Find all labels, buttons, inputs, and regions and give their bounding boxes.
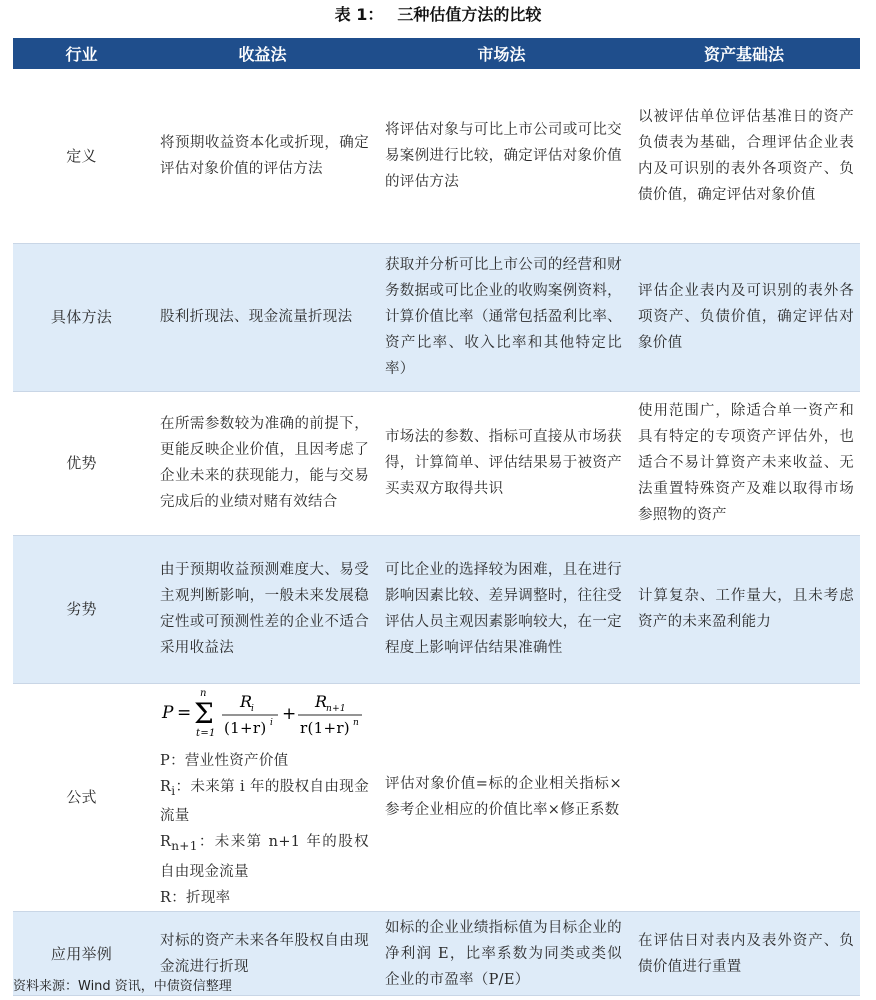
formula-variable-rn1 [160,829,369,885]
variable-symbol: R [160,778,172,795]
formula-equals: = [177,702,192,723]
column-header-market-method: 市场法 [375,38,628,69]
cell-market: 获取并分析可比上市公司的经营和财务数据或可比企业的收购案例资料，计算价值比率（通常包括盈利比率、资产比率、收入比率和其他特定比率） [375,243,628,391]
cell-market: 可比企业的选择较为困难，且在进行影响因素比较、差异调整时，往往受评估人员主观因素影响较大，在一定程度上影响评估结果准确性 [375,535,628,683]
cell-market: 如标的企业业绩指标值为目标企业的净利润 E，比率系数为同类或类似企业的市盈率（P/E） [375,912,628,996]
cell-income: 将预期收益资本化或折现，确定评估对象价值的评估方法 [150,69,375,243]
fraction2-denominator: r(1+r) [300,718,350,737]
sum-upper-limit: n [200,687,207,699]
formula-graphic [160,686,370,742]
cell-asset [628,683,860,912]
variable-description: ：未来第 i 年的股权自由现金流量 [160,778,369,825]
variable-subscript: i [171,783,176,798]
comparison-table [13,38,860,996]
row-label: 公式 [13,683,150,912]
variable-description: ：折现率 [171,890,231,907]
table-row-specific-methods [13,243,860,391]
cell-asset: 在评估日对表内及表外资产、负债价值进行重置 [628,912,860,996]
cell-income: 对标的资产未来各年股权自由现金流进行折现 [150,912,375,996]
variable-symbol: R [160,890,172,907]
table-row-formula [13,683,860,912]
variable-description: ：未来第 n+1 年的股权自由现金流量 [160,834,369,881]
cell-income: 在所需参数较为准确的前提下，更能反映企业价值，且因考虑了企业未来的获现能力，能与交易完成后的业绩对赌有效结合 [150,391,375,535]
sigma-symbol: Σ [194,696,215,730]
fraction2-numerator-subscript: n+1 [326,703,346,714]
table-row-advantages [13,391,860,535]
cell-asset: 计算复杂、工作量大，且未考虑资产的未来盈利能力 [628,535,860,683]
formula-variable-ri [160,774,369,830]
table-number: 表 1： [334,5,384,24]
formula-variable-r [160,885,369,911]
cell-market: 市场法的参数、指标可直接从市场获得，计算简单、评估结果易于被资产买卖双方取得共识 [375,391,628,535]
row-label: 定义 [13,69,150,243]
variable-subscript: n+1 [171,839,198,854]
fraction1-denominator-superscript: i [270,717,274,728]
fraction2-denominator-superscript: n [353,717,360,728]
cell-market: 评估对象价值=标的企业相关指标×参考企业相应的价值比率×修正系数 [375,683,628,912]
variable-symbol: R [160,834,172,851]
formula-lhs: P [162,702,174,723]
table-header-row [13,38,860,69]
row-label: 劣势 [13,535,150,683]
fraction2-numerator: R [315,691,328,711]
sum-lower-limit: t=1 [196,727,216,739]
cell-income: 由于预期收益预测难度大、易受主观判断影响，一般未来发展稳定性或可预测性差的企业不适合采用收益法 [150,535,375,683]
fraction1-denominator: (1+r) [224,718,267,737]
row-label: 应用举例 [13,912,150,996]
valuation-formula [160,686,369,742]
source-note: 资料来源：Wind 资讯，中债资信整理 [13,979,232,994]
formula-plus: + [282,703,297,724]
variable-description: ：营业性资产价值 [170,752,289,769]
cell-income: 股利折现法、现金流量折现法 [150,243,375,391]
row-label: 优势 [13,391,150,535]
table-row-disadvantages [13,535,860,683]
column-header-industry: 行业 [13,38,150,69]
row-label: 具体方法 [13,243,150,391]
cell-asset: 以被评估单位评估基准日的资产负债表为基础，合理评估企业表内及可识别的表外各项资产、负债价值，确定评估对象价值 [628,69,860,243]
fraction1-numerator: R [240,691,253,711]
fraction1-numerator-subscript: i [251,703,255,714]
variable-symbol: P [160,752,171,769]
table-title [0,0,876,32]
column-header-asset-method: 资产基础法 [628,38,860,69]
cell-asset: 评估企业表内及可识别的表外各项资产、负债价值，确定评估对象价值 [628,243,860,391]
cell-asset: 使用范围广，除适合单一资产和具有特定的专项资产评估外，也适合不易计算资产未来收益、无法重置特殊资产及难以取得市场参照物的资产 [628,391,860,535]
cell-income-formula [150,683,375,912]
cell-market: 将评估对象与可比上市公司或可比交易案例进行比较，确定评估对象价值的评估方法 [375,69,628,243]
table-row-definition [13,69,860,243]
formula-variable-p [160,748,369,774]
table-title-text: 三种估值方法的比较 [397,5,542,24]
column-header-income-method: 收益法 [150,38,375,69]
